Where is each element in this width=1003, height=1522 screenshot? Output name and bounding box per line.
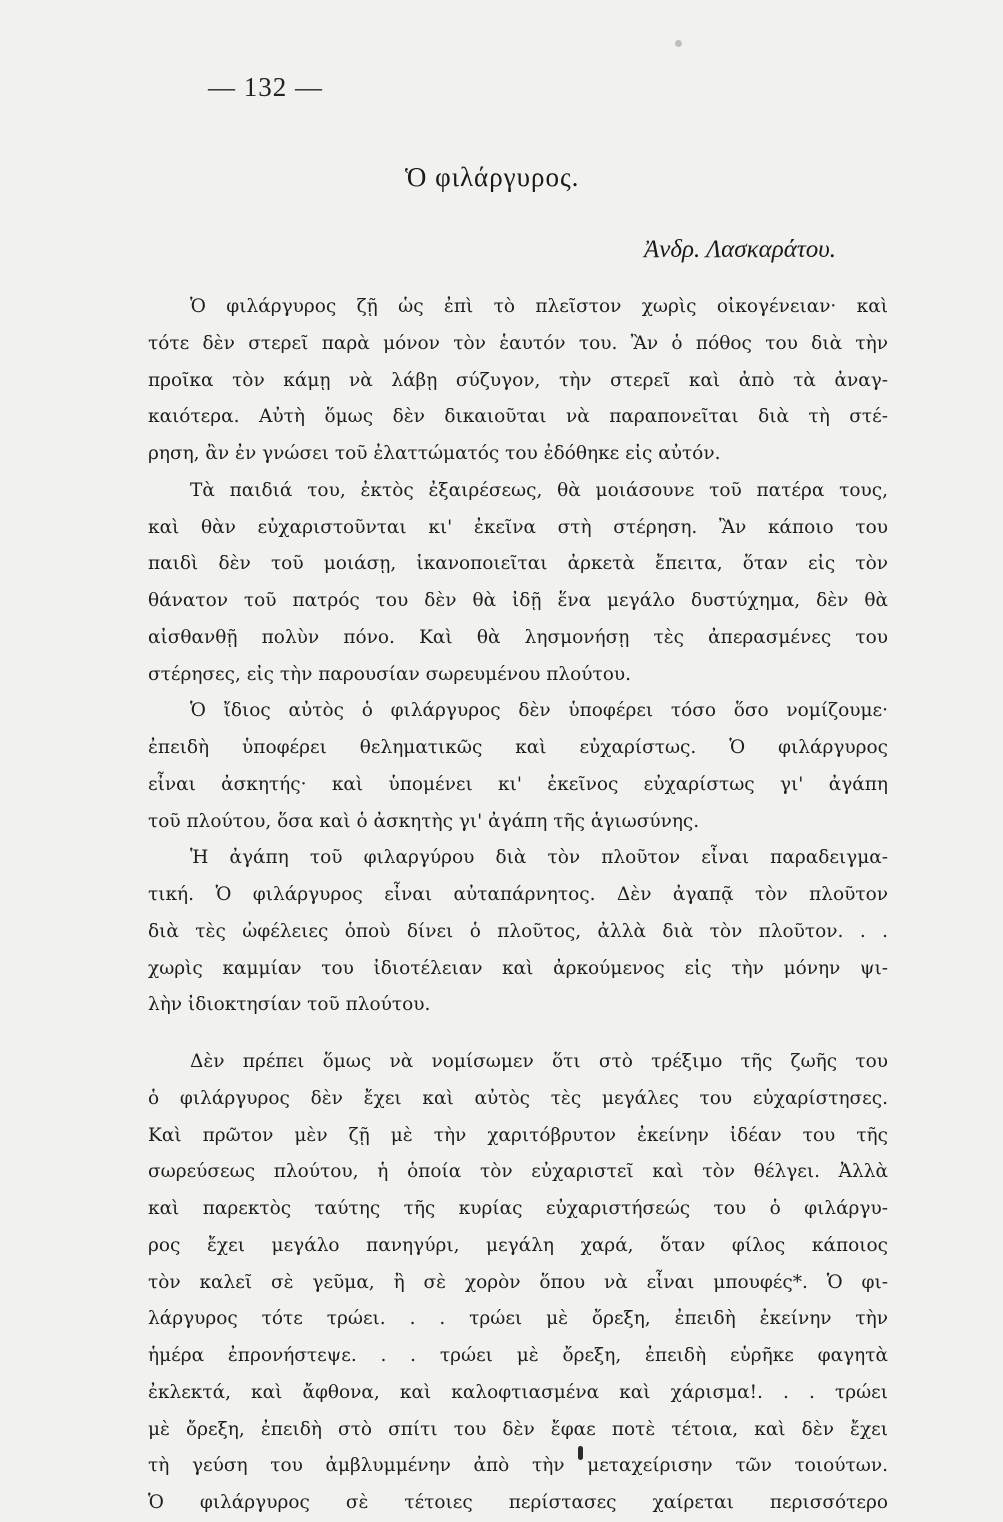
text-line: ὁ φιλάργυρος δὲν ἔχει καὶ αὐτὸς τὲς μεγάλες του εὐχαρίστησες. [148,1087,888,1109]
text-line: τική. Ὁ φιλάργυρος εἶναι αὐταπάρνητος. Δὲν ἀγαπᾷ τὸν πλοῦτον [148,884,888,905]
text-line: τὸν καλεῖ σὲ γεῦμα, ἢ σὲ χορὸν ὅπου νὰ εἶναι μπουφές*. Ὁ φι- [148,1271,888,1293]
author-name: Ἀνδρ. Λασκαράτου. [644,236,837,263]
text-line: προῖκα τὸν κάμῃ νὰ λάβῃ σύζυγον, τὴν στερεῖ καὶ ἀπὸ τὰ ἀναγ- [148,369,888,391]
text-line: Ἡ ἀγάπη τοῦ φιλαργύρου διὰ τὸν πλοῦτον εἶναι παραδειγμα- [190,847,888,869]
text-line: καιότερα. Αὐτὴ ὅμως δὲν δικαιοῦται νὰ παραπονεῖται διὰ τὴ στέ- [148,406,888,428]
text-line: Δὲν πρέπει ὅμως νὰ νομίσωμεν ὅτι στὸ τρέξιμο τῆς ζωῆς του [190,1051,888,1072]
text-line: Ὁ ἴδιος αὐτὸς ὁ φιλάργυρος δὲν ὑποφέρει τόσο ὅσο νομίζουμε· [190,700,888,722]
text-line: Τὰ παιδιά του, ἐκτὸς ἐξαιρέσεως, θὰ μοιάσουνε τοῦ πατέρα τους, [190,479,888,501]
text-line: Ὁ φιλάργυρος ζῇ ὡς ἐπὶ τὸ πλεῖστον χωρὶς οἰκογένειαν· καὶ [190,296,888,317]
text-line: ρος ἔχει μεγάλο πανηγύρι, μεγάλη χαρά, ὅταν φίλος κάποιος [148,1234,888,1256]
page-number: — 132 — [208,72,323,102]
text-line: θάνατον τοῦ πατρός του δὲν θὰ ἰδῇ ἕνα μεγάλο δυστύχημα, δὲν θὰ [148,590,888,611]
text-line: Καὶ πρῶτον μὲν ζῇ μὲ τὴν χαριτόβρυτον ἐκείνην ἰδέαν του τῆς [148,1124,888,1146]
text-line: τοῦ πλούτου, ὅσα καὶ ὁ ἀσκητὴς γι' ἀγάπη τῆς ἁγιωσύνης. [148,810,700,832]
text-line: στέρησες, εἰς τὴν παρουσίαν σωρευμένου πλούτου. [148,663,631,685]
ink-speck [675,40,682,47]
paragraph-gap [148,1024,888,1044]
text-line: παιδὶ δὲν τοῦ μοιάσῃ, ἱκανοποιεῖται ἀρκετὰ ἔπειτα, ὅταν εἰς τὸν [148,553,888,575]
text-line: ἡμέρα ἐπρονήστεψε. . . τρώει μὲ ὄρεξη, ἐπειδὴ εὑρῆκε φαγητὰ [148,1345,888,1366]
text-line: τὴ γεύση του ἀμβλυμμένην ἀπὸ τὴν μεταχείρισην τῶν τοιούτων. [148,1455,888,1477]
text-line: χωρὶς καμμίαν του ἰδιοτέλειαν καὶ ἀρκούμενος εἰς τὴν μόνην ψι- [148,957,888,979]
text-line: λάργυρος τότε τρώει. . . τρώει μὲ ὄρεξη, ἐπειδὴ ἐκείνην τὴν [148,1308,888,1330]
text-line: καὶ παρεκτὸς ταύτης τῆς κυρίας εὐχαριστήσεώς του ὁ φιλάργυ- [148,1198,888,1219]
text-line: τότε δὲν στερεῖ παρὰ μόνον τὸν ἑαυτόν του. Ἂν ὁ πόθος του διὰ τὴν [148,332,888,354]
text-line: διὰ τὲς ὠφέλειες ὁποὺ δίνει ὁ πλοῦτος, ἀλλὰ διὰ τὸν πλοῦτον. . . [148,920,888,942]
text-line: λὴν ἰδιοκτησίαν τοῦ πλούτου. [148,994,431,1016]
chapter-title: Ὁ φιλάργυρος. [405,162,580,192]
text-line: σωρεύσεως πλούτου, ἡ ὁποία τὸν εὐχαριστεῖ καὶ τὸν θέλγει. Ἀλλὰ [148,1161,888,1183]
text-line: Ὁ φιλάργυρος σὲ τέτοιες περίστασες χαίρεται περισσότερο [148,1492,888,1513]
text-line: μὲ ὄρεξη, ἐπειδὴ στὸ σπίτι του δὲν ἔφαε ποτὲ τέτοια, καὶ δὲν ἔχει [148,1418,888,1440]
text-line: αἰσθανθῇ πολὺν πόνο. Καὶ θὰ λησμονήσῃ τὲς ἀπερασμένες του [148,626,888,648]
text-line: ρηση, ἂν ἐν γνώσει τοῦ ἐλαττώματός του ἐδόθηκε εἰς αὐτόν. [148,443,721,464]
text-line: ἐπειδὴ ὑποφέρει θεληματικῶς καὶ εὐχαρίστως. Ὁ φιλάργυρος [148,737,888,758]
body-text [148,289,888,1522]
text-line: ἐκλεκτά, καὶ ἄφθονα, καὶ καλοφτιασμένα καὶ χάρισμα!. . . τρώει [148,1381,888,1403]
text-line: εἶναι ἀσκητής· καὶ ὑπομένει κι' ἐκεῖνος εὐχαρίστως γι' ἀγάπη [148,773,888,795]
text-line: καὶ θὰν εὐχαριστοῦνται κι' ἐκεῖνα στὴ στέρηση. Ἂν κάποιο του [148,516,888,538]
